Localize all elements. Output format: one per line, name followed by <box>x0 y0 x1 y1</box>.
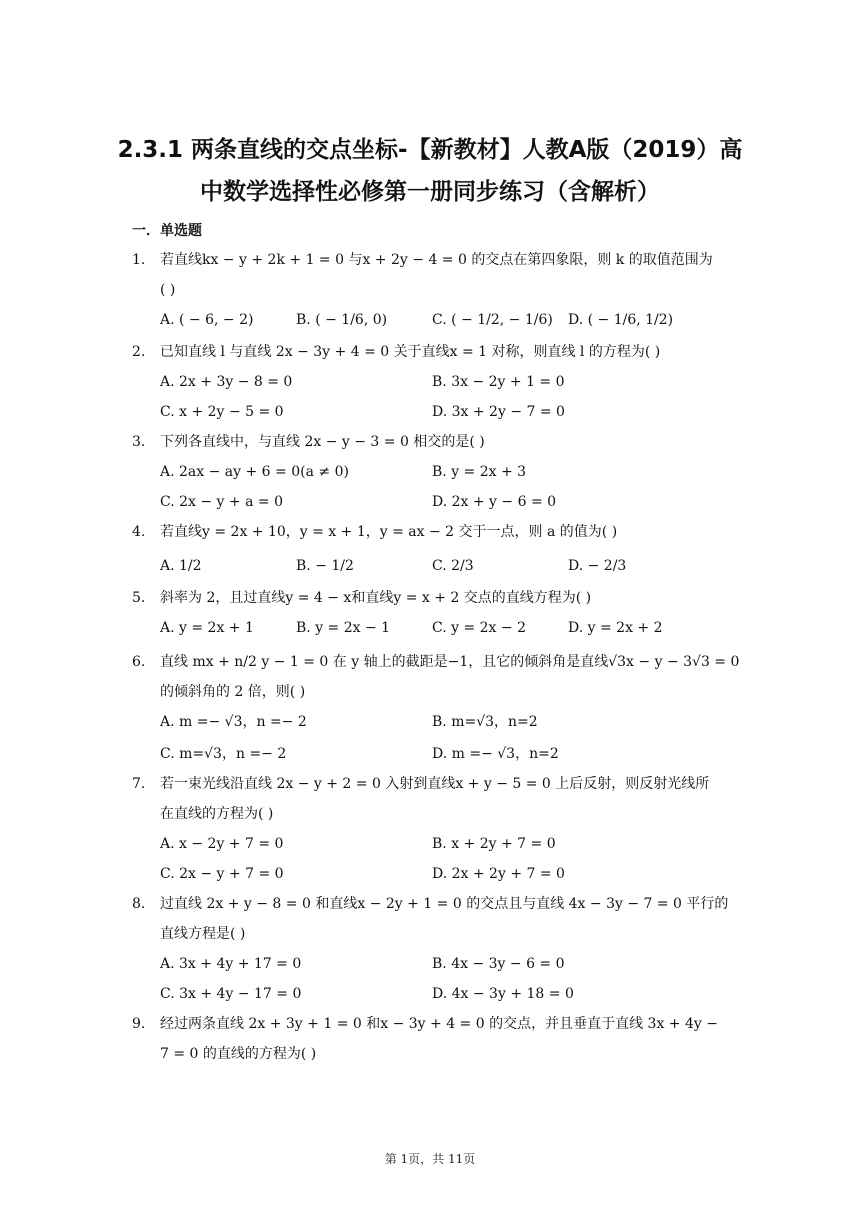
question-text: 经过两条直线 2x + 3y + 1 = 0 和x − 3y + 4 = 0 的交点，并且垂直于直线 3x + 4y − <box>160 1016 718 1032</box>
option-b: B. 4x − 3y − 6 = 0 <box>432 956 565 972</box>
option-c: C. 2/3 <box>432 558 474 574</box>
option-c: C. 2x − y + 7 = 0 <box>160 866 284 882</box>
option-d: D. 4x − 3y + 18 = 0 <box>432 986 574 1002</box>
option-d: D. 2x + 2y + 7 = 0 <box>432 866 565 882</box>
option-d: D. y = 2x + 2 <box>568 620 663 636</box>
option-c: C. ( − 1/2, − 1/6) <box>432 312 553 328</box>
option-b: B. 3x − 2y + 1 = 0 <box>432 374 565 390</box>
question-number: 6. <box>132 654 146 670</box>
question-text: 的倾斜角的 2 倍，则( ) <box>160 684 306 700</box>
option-a: A. m =− √3，n =− 2 <box>160 714 307 730</box>
question-number: 2. <box>132 344 146 360</box>
question-text: 已知直线 l 与直线 2x − 3y + 4 = 0 关于直线x = 1 对称，则直线 l 的方程为( ) <box>160 344 661 360</box>
option-a: A. 1/2 <box>160 558 202 574</box>
question-text: 在直线的方程为( ) <box>160 806 274 822</box>
option-c: C. y = 2x − 2 <box>432 620 526 636</box>
question-text: 若直线kx − y + 2k + 1 = 0 与x + 2y − 4 = 0 的交点在第四象限，则 k 的取值范围为 <box>160 252 713 268</box>
question-text: 7 = 0 的直线的方程为( ) <box>160 1046 317 1062</box>
option-c: C. x + 2y − 5 = 0 <box>160 404 284 420</box>
question-number: 1. <box>132 252 146 268</box>
question-text: 过直线 2x + y − 8 = 0 和直线x − 2y + 1 = 0 的交点且与直线 4x − 3y − 7 = 0 平行的 <box>160 896 729 912</box>
option-c: C. 2x − y + a = 0 <box>160 494 283 510</box>
question-number: 7. <box>132 776 146 792</box>
option-b: B. − 1/2 <box>296 558 354 574</box>
option-c: C. 3x + 4y − 17 = 0 <box>160 986 302 1002</box>
page-footer: 第 1页，共 11页 <box>384 1152 476 1166</box>
option-a: A. 3x + 4y + 17 = 0 <box>160 956 302 972</box>
question-number: 5. <box>132 590 146 606</box>
option-b: B. x + 2y + 7 = 0 <box>432 836 556 852</box>
option-d: D. 3x + 2y − 7 = 0 <box>432 404 565 420</box>
option-d: D. − 2/3 <box>568 558 627 574</box>
option-a: A. y = 2x + 1 <box>160 620 254 636</box>
question-text: 下列各直线中，与直线 2x − y − 3 = 0 相交的是( ) <box>160 434 485 450</box>
question-number: 9. <box>132 1016 146 1032</box>
section-heading: 一．单选题 <box>132 223 202 239</box>
option-c: C. m=√3，n =− 2 <box>160 746 287 762</box>
option-a: A. ( − 6, − 2) <box>160 312 254 328</box>
document-title-line-1: 2.3.1 两条直线的交点坐标-【新教材】人教A版（2019）高 <box>117 137 743 163</box>
question-number: 8. <box>132 896 146 912</box>
document-title-line-2: 中数学选择性必修第一册同步练习（含解析） <box>200 179 660 205</box>
question-text: 直线 mx + n/2 y − 1 = 0 在 y 轴上的截距是−1，且它的倾斜角是直线√3x − y − 3√3 = 0 <box>160 654 740 670</box>
question-text: 斜率为 2，且过直线y = 4 − x和直线y = x + 2 交点的直线方程为( ) <box>160 590 592 606</box>
question-text: 直线方程是( ) <box>160 926 246 942</box>
option-a: A. 2ax − ay + 6 = 0(a ≠ 0) <box>160 464 349 480</box>
option-d: D. 2x + y − 6 = 0 <box>432 494 557 510</box>
question-text: ( ) <box>160 282 176 298</box>
option-d: D. ( − 1/6, 1/2) <box>568 312 674 328</box>
question-number: 3. <box>132 434 146 450</box>
option-a: A. 2x + 3y − 8 = 0 <box>160 374 293 390</box>
option-a: A. x − 2y + 7 = 0 <box>160 836 284 852</box>
option-b: B. m=√3，n=2 <box>432 714 538 730</box>
option-b: B. y = 2x − 1 <box>296 620 391 636</box>
question-text: 若一束光线沿直线 2x − y + 2 = 0 入射到直线x + y − 5 = 0 上后反射，则反射光线所 <box>160 776 710 792</box>
question-number: 4. <box>132 524 146 540</box>
option-b: B. ( − 1/6, 0) <box>296 312 388 328</box>
question-text: 若直线y = 2x + 10，y = x + 1，y = ax − 2 交于一点，则 a 的值为( ) <box>160 524 618 540</box>
option-d: D. m =− √3，n=2 <box>432 746 559 762</box>
option-b: B. y = 2x + 3 <box>432 464 527 480</box>
